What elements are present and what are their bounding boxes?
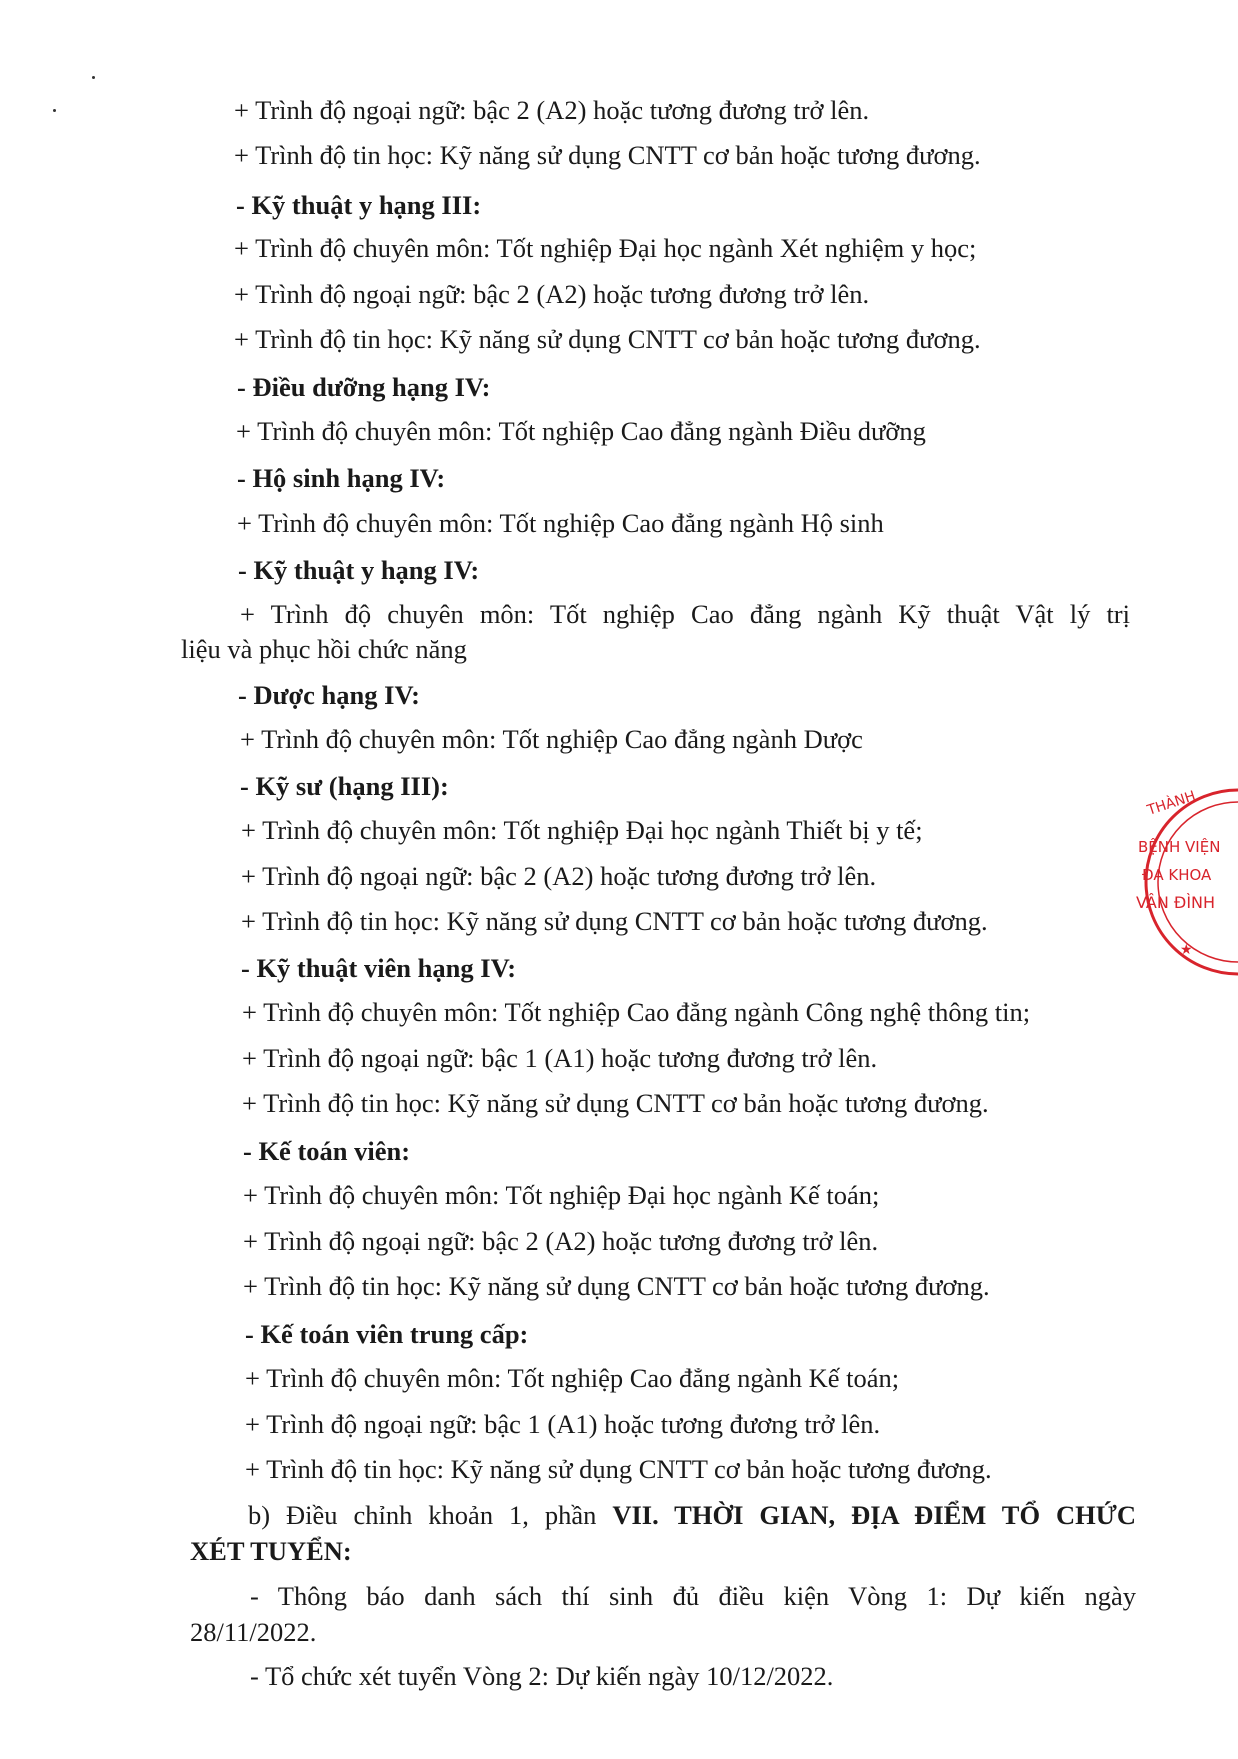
section-heading: - Kỹ thuật y hạng III: [236,190,482,220]
section-heading: - Điều dưỡng hạng IV: [237,372,491,402]
text-line: + Trình độ chuyên môn: Tốt nghiệp Đại học ngành Thiết bị y tế; [241,815,923,845]
scan-speck [53,109,56,112]
text-line: 28/11/2022. [190,1617,317,1647]
section-heading: - Kỹ thuật viên hạng IV: [241,953,517,983]
seal-star: ★ [1180,942,1193,958]
text-line: + Trình độ ngoại ngữ: bậc 1 (A1) hoặc tương đương trở lên. [242,1043,878,1073]
text-line: + Trình độ tin học: Kỹ năng sử dụng CNTT cơ bản hoặc tương đương. [234,324,981,354]
text-line: + Trình độ ngoại ngữ: bậc 2 (A2) hoặc tương đương trở lên. [234,95,870,125]
section-heading: - Dược hạng IV: [238,680,420,710]
text-line: liệu và phục hồi chức năng [181,634,467,664]
text-line: + Trình độ tin học: Kỹ năng sử dụng CNTT cơ bản hoặc tương đương. [242,1088,989,1118]
section-heading: - Kỹ thuật y hạng IV: [238,555,480,585]
text-line: + Trình độ tin học: Kỹ năng sử dụng CNTT cơ bản hoặc tương đương. [241,906,988,936]
text-line: + Trình độ ngoại ngữ: bậc 2 (A2) hoặc tương đương trở lên. [243,1226,879,1256]
section-heading: - Kế toán viên trung cấp: [245,1319,529,1349]
text-line: + Trình độ chuyên môn: Tốt nghiệp Cao đẳng ngành Kỹ thuật Vật lý trị [240,599,1130,629]
text-line: + Trình độ chuyên môn: Tốt nghiệp Cao đẳng ngành Hộ sinh [237,508,884,538]
section-heading: - Hộ sinh hạng IV: [237,463,446,493]
text-line: - Thông báo danh sách thí sinh đủ điều kiện Vòng 1: Dự kiến ngày [250,1581,1136,1611]
text-line: + Trình độ chuyên môn: Tốt nghiệp Đại học ngành Xét nghiệm y học; [234,233,977,263]
text-line: - Tổ chức xét tuyển Vòng 2: Dự kiến ngày 10/12/2022. [250,1661,834,1691]
scan-speck [92,76,95,79]
text-line: + Trình độ tin học: Kỹ năng sử dụng CNTT cơ bản hoặc tương đương. [243,1271,990,1301]
seal-text-top: THÀNH [1145,788,1198,819]
text-line: + Trình độ chuyên môn: Tốt nghiệp Đại học ngành Kế toán; [243,1180,880,1210]
section-heading: XÉT TUYỂN: [190,1536,352,1566]
adjustment-text: b) Điều chỉnh khoản 1, phần [248,1500,613,1530]
section-heading: - Kỹ sư (hạng III): [240,771,449,801]
section-heading: - Kế toán viên: [243,1136,411,1166]
seal-line-1: BỆNH VIỆN [1138,838,1221,856]
text-line: + Trình độ chuyên môn: Tốt nghiệp Cao đẳng ngành Công nghệ thông tin; [242,997,1031,1027]
text-line: + Trình độ tin học: Kỹ năng sử dụng CNTT cơ bản hoặc tương đương. [234,140,981,170]
text-line: + Trình độ chuyên môn: Tốt nghiệp Cao đẳng ngành Kế toán; [245,1363,900,1393]
text-line: + Trình độ chuyên môn: Tốt nghiệp Cao đẳng ngành Điều dưỡng [236,416,926,446]
hospital-seal-icon [1118,782,1238,982]
text-line: + Trình độ ngoại ngữ: bậc 2 (A2) hoặc tương đương trở lên. [241,861,877,891]
text-line: + Trình độ ngoại ngữ: bậc 1 (A1) hoặc tương đương trở lên. [245,1409,881,1439]
adjustment-heading: VII. THỜI GIAN, ĐỊA ĐIỂM TỔ CHỨC [612,1500,1136,1530]
text-line [248,1499,1136,1531]
seal-line-3: VÂN ĐÌNH [1136,893,1216,912]
text-line: + Trình độ chuyên môn: Tốt nghiệp Cao đẳng ngành Dược [240,724,863,754]
text-line: + Trình độ tin học: Kỹ năng sử dụng CNTT cơ bản hoặc tương đương. [245,1454,992,1484]
seal-line-2: ĐA KHOA [1142,866,1212,884]
text-line: + Trình độ ngoại ngữ: bậc 2 (A2) hoặc tương đương trở lên. [234,279,870,309]
